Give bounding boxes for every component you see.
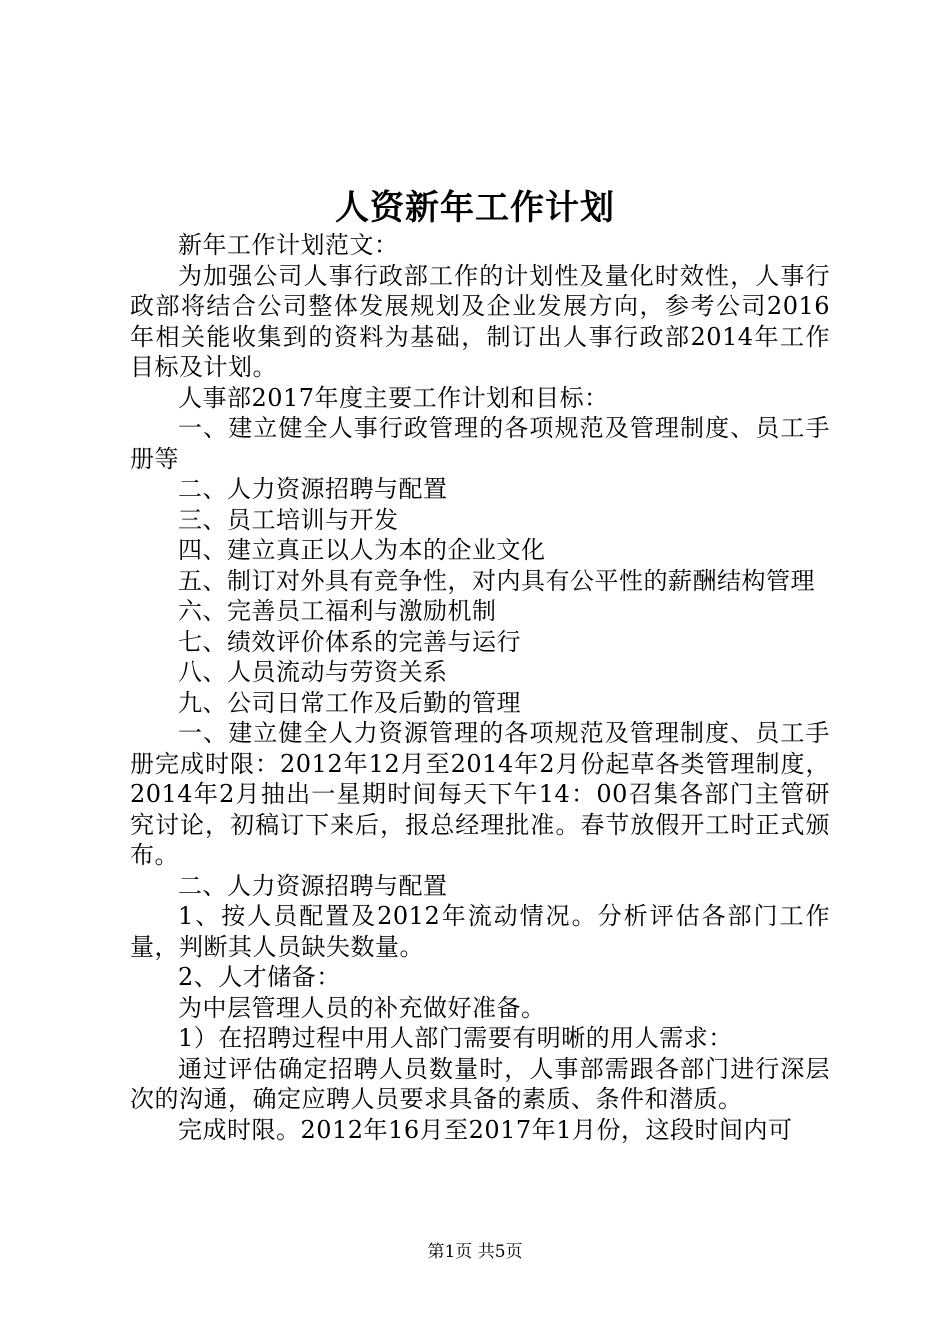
- paragraph: 二、人力资源招聘与配置: [178, 871, 448, 900]
- document-body: [130, 230, 830, 1145]
- paragraph: 八、人员流动与劳资关系: [178, 658, 448, 686]
- paragraph: 通过评估确定招聘人员数量时，人事部需跟各部门进行深层次的沟通，确定应聘人员要求具备的素质、条件和潜质。: [130, 1054, 830, 1113]
- paragraph: 五、制订对外具有竞争性，对内具有公平性的薪酬结构管理: [178, 566, 815, 595]
- paragraph: 六、完善员工福利与激励机制: [178, 597, 497, 625]
- paragraph: 完成时限。2012年16月至2017年1月份，这段时间内可: [178, 1115, 793, 1144]
- paragraph: 1）在招聘过程中用人部门需要有明晰的用人需求：: [178, 1024, 733, 1052]
- paragraph: 新年工作计划范文：: [178, 231, 399, 259]
- paragraph: 1、按人员配置及2012年流动情况。分析评估各部门工作量，判断其人员缺失数量。: [130, 902, 830, 961]
- page-footer: 第1页 共5页: [427, 1242, 523, 1262]
- paragraph: 一、建立健全人事行政管理的各项规范及管理制度、员工手册等: [130, 414, 830, 473]
- paragraph: 一、建立健全人力资源管理的各项规范及管理制度、员工手册完成时限：2012年12月至2014年2月份起草各类管理制度，2014年2月抽出一星期时间每天下午14：00召集各部门主管研究讨论，初稿订下来后，报总经理批准。春节放假开工时正式颁布。: [130, 719, 830, 869]
- paragraph: 人事部2017年度主要工作计划和目标：: [178, 383, 609, 412]
- paragraph: 四、建立真正以人为本的企业文化: [178, 536, 546, 564]
- paragraph: 二、人力资源招聘与配置: [178, 475, 448, 503]
- paragraph: 九、公司日常工作及后勤的管理: [178, 688, 521, 717]
- paragraph: 2、人才储备：: [178, 963, 341, 991]
- paragraph: 七、绩效评价体系的完善与运行: [178, 627, 521, 656]
- paragraph: 三、员工培训与开发: [178, 505, 399, 534]
- paragraph: 为加强公司人事行政部工作的计划性及量化时效性，人事行政部将结合公司整体发展规划及企业发展方向，参考公司2016年相关能收集到的资料为基础，制订出人事行政部2014年工作目标及计划。: [130, 261, 830, 381]
- document-title: 人资新年工作计划: [335, 188, 615, 228]
- paragraph: 为中层管理人员的补充做好准备。: [178, 993, 546, 1022]
